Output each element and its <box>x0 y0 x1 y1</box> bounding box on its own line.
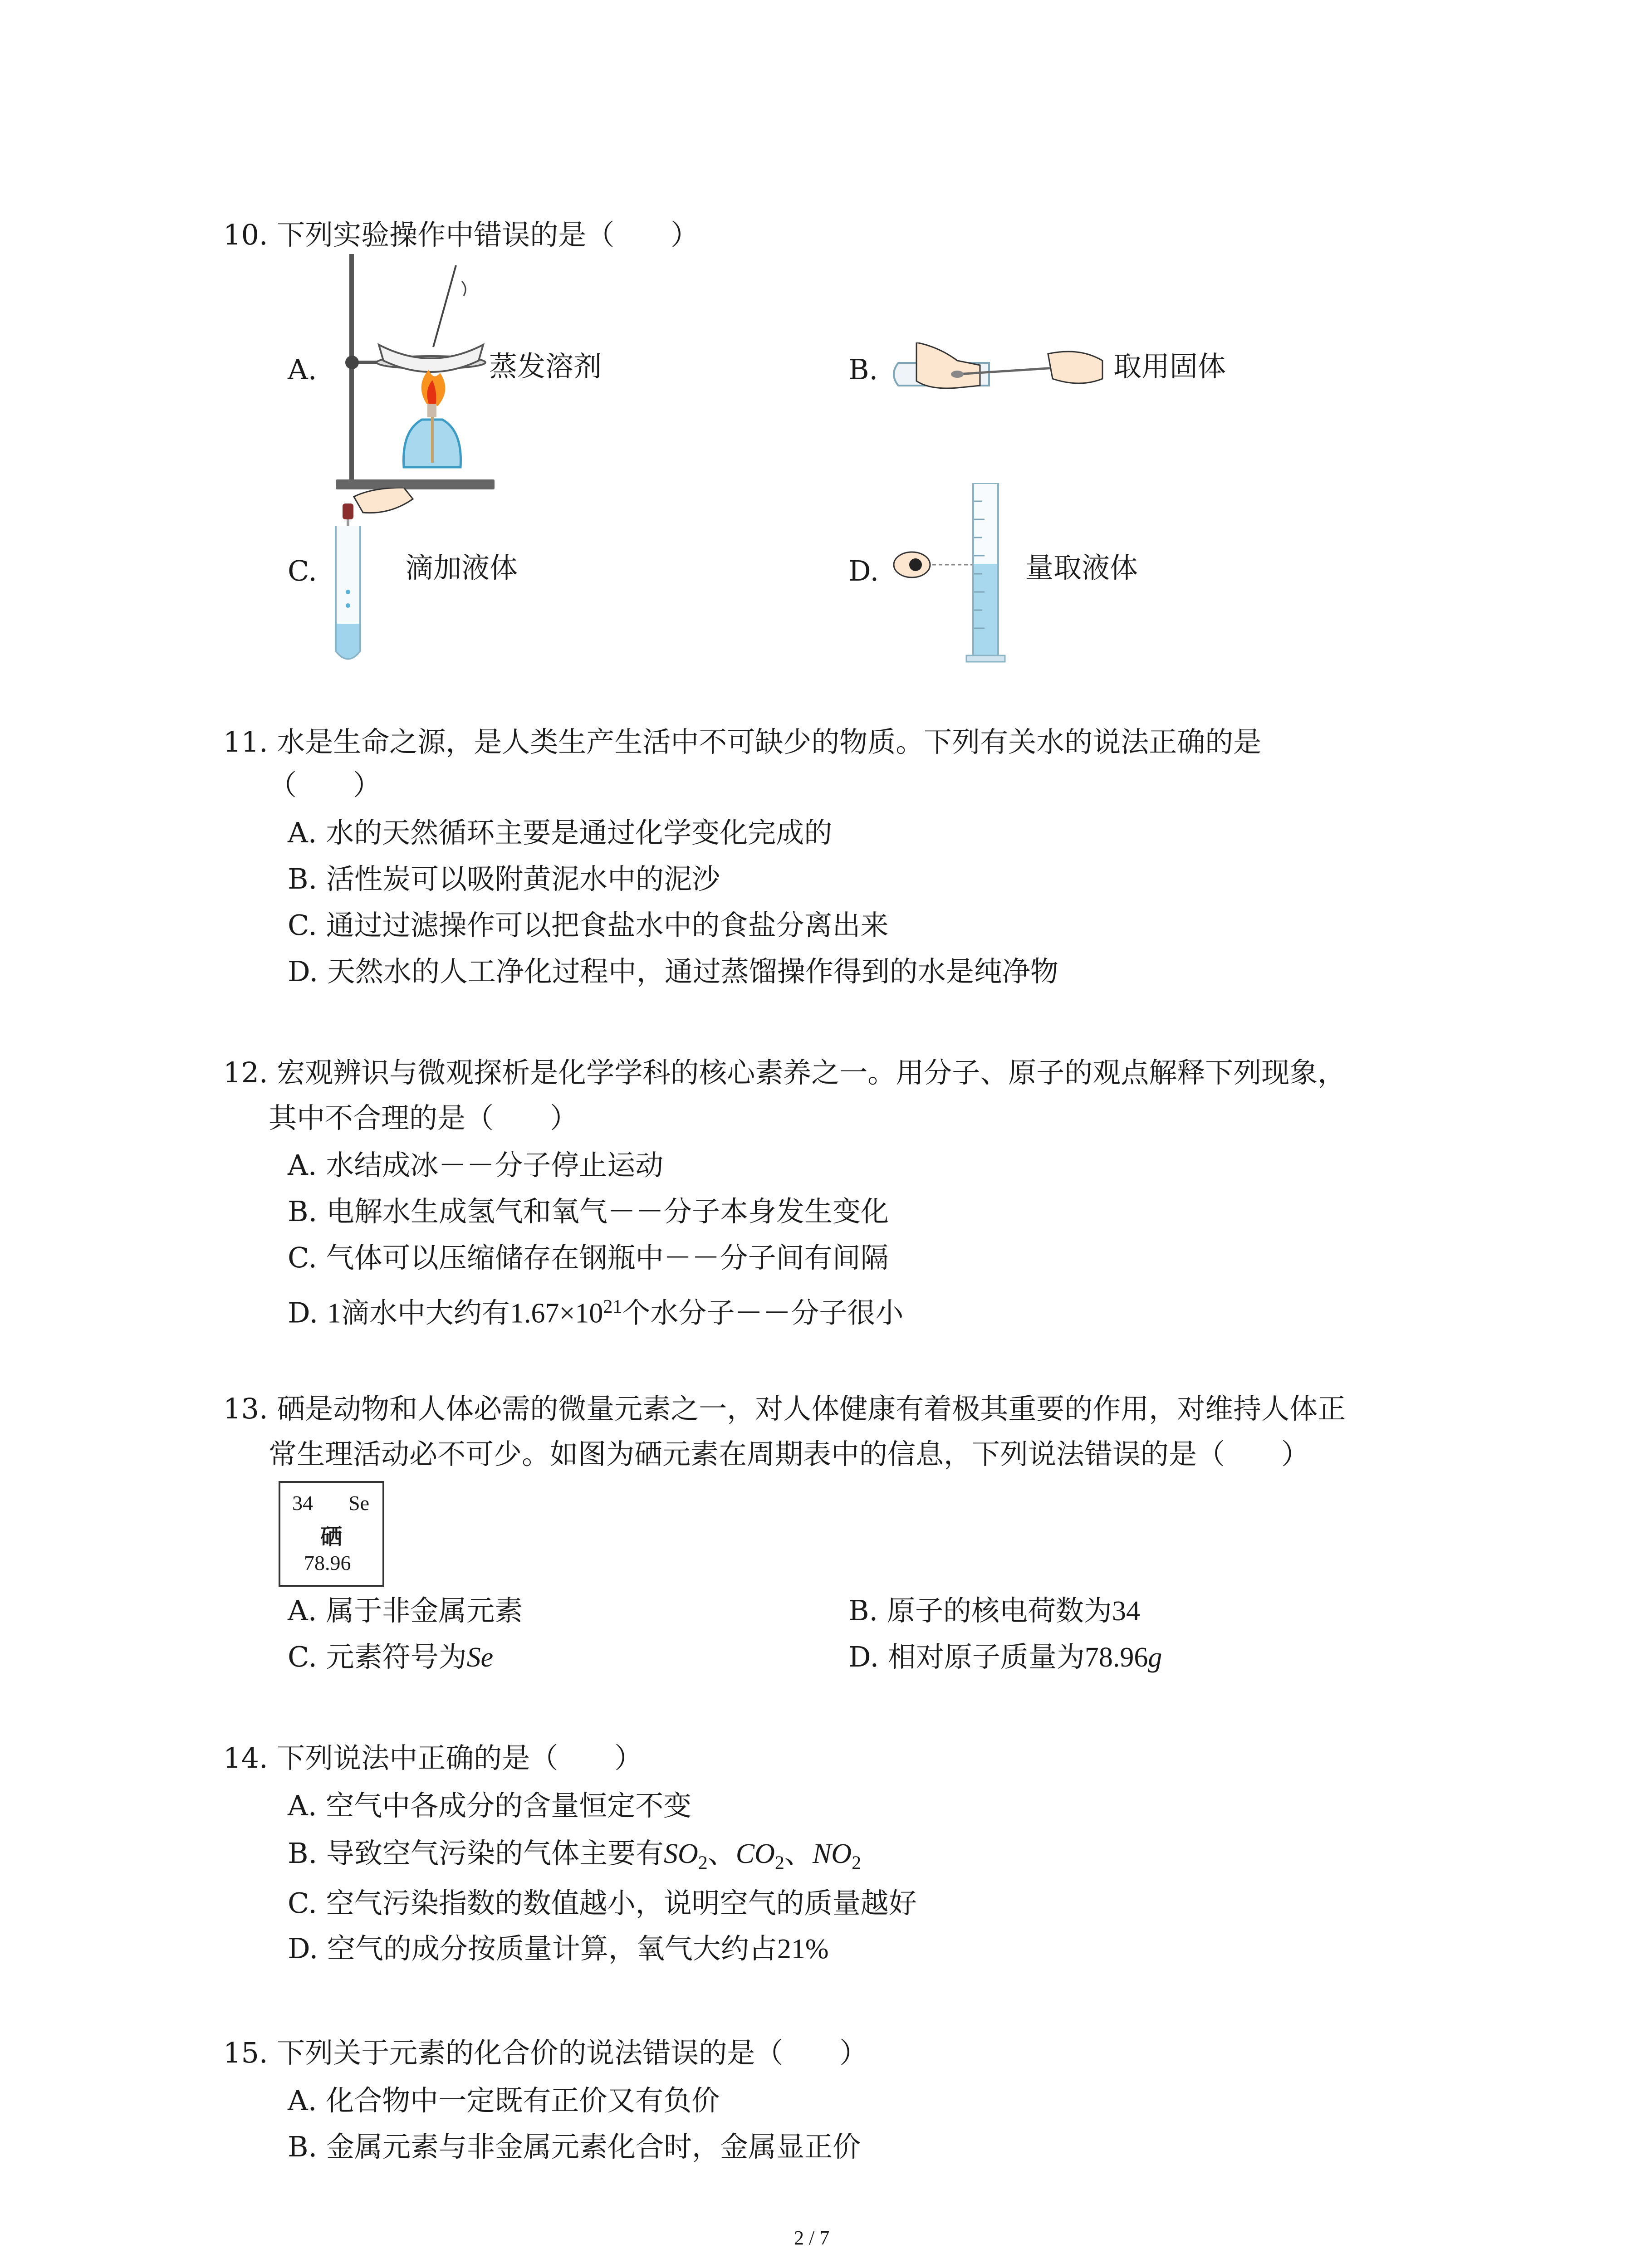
test-tube-solid-image <box>889 342 1116 397</box>
q11-option-d: D. 天然水的人工净化过程中，通过蒸馏操作得到的水是纯净物 <box>288 955 1058 988</box>
element-mass: 78.96 <box>304 1551 351 1574</box>
q11-option-a: A. 水的天然循环主要是通过化学变化完成的 <box>288 816 833 849</box>
q13-option-d-unit: g <box>1148 1642 1162 1673</box>
q13-option-c-symbol: Se <box>466 1642 494 1673</box>
evaporation-apparatus-image <box>336 254 499 490</box>
q12-option-c: C. 气体可以压缩储存在钢瓶中－－分子间有间隔 <box>288 1241 889 1274</box>
q14-option-b-text: B. 导致空气污染的气体主要有 <box>288 1837 664 1870</box>
q13-stem-line2: 常生理活动必不可少。如图为硒元素在周期表中的信息，下列说法错误的是（ ） <box>269 1437 1310 1471</box>
element-name: 硒 <box>320 1524 343 1549</box>
q12-option-a: A. 水结成冰－－分子停止运动 <box>288 1149 664 1182</box>
q13-option-b-value: 34 <box>1112 1596 1140 1627</box>
q10-option-d-letter: D. <box>848 554 879 587</box>
q14-option-d-text: D. 空气的成分按质量计算，氧气大约占 <box>288 1932 777 1965</box>
q11-stem-line1: 11. 水是生命之源，是人类生产生活中不可缺少的物质。下列有关水的说法正确的是 <box>223 725 1262 758</box>
element-number: 34 <box>292 1491 313 1515</box>
q13-option-b-text: B. 原子的核电荷数为 <box>848 1594 1112 1627</box>
q13-option-c <box>288 1640 494 1673</box>
q15-option-b: B. 金属元素与非金属元素化合时，金属显正价 <box>288 2130 861 2163</box>
q13-option-d-text: D. 相对原子质量为 <box>848 1640 1085 1673</box>
q10-option-d-caption: 量取液体 <box>1025 551 1138 584</box>
separator: 、 <box>707 1837 736 1870</box>
formula-so2: SO <box>663 1838 698 1869</box>
q13-option-d <box>848 1640 1162 1673</box>
q11-option-c: C. 通过过滤操作可以把食盐水中的食盐分离出来 <box>288 909 889 942</box>
q10-option-a-letter: A. <box>288 353 317 386</box>
q13-option-c-text: C. 元素符号为 <box>288 1640 467 1673</box>
q12-option-d-text2: 个水分子－－分子很小 <box>622 1296 904 1330</box>
q14-option-c: C. 空气污染指数的数值越小，说明空气的质量越好 <box>288 1887 917 1920</box>
formula-no2: NO <box>812 1838 852 1869</box>
formula-no2-sub: 2 <box>852 1853 862 1874</box>
q12-stem-line2: 其中不合理的是（ ） <box>269 1101 578 1134</box>
q10-option-b-caption: 取用固体 <box>1113 350 1226 383</box>
separator: 、 <box>784 1837 813 1870</box>
q15-option-a: A. 化合物中一定既有正价又有负价 <box>288 2084 720 2117</box>
measuring-cylinder-image <box>889 483 1025 665</box>
q12-option-d-num: 1 <box>327 1298 341 1329</box>
q10-option-b-letter: B. <box>848 353 878 386</box>
dropper-tube-image <box>327 488 417 665</box>
q12-option-d <box>288 1293 903 1328</box>
element-symbol: Se <box>348 1491 369 1515</box>
q12-option-d-prefix: D. <box>288 1296 327 1330</box>
q10-option-c-letter: C. <box>288 554 317 587</box>
q13-option-a <box>288 1594 523 1627</box>
q12-stem-line1: 12. 宏观辨识与微观探析是化学学科的核心素养之一。用分子、原子的观点解释下列现象， <box>223 1056 1346 1089</box>
q12-option-d-value: 1.67×10 <box>509 1298 603 1329</box>
q14-option-d <box>288 1932 829 1965</box>
q14-stem: 14. 下列说法中正确的是（ ） <box>223 1741 643 1774</box>
q13-option-a-text: A. 属于非金属元素 <box>288 1594 523 1627</box>
page-number: 2 / 7 <box>794 2227 830 2249</box>
q14-option-a: A. 空气中各成分的含量恒定不变 <box>288 1789 692 1822</box>
q10-stem: 10. 下列实验操作中错误的是（ ） <box>223 218 699 251</box>
q12-option-d-exponent: 21 <box>603 1296 622 1317</box>
q12-option-b: B. 电解水生成氢气和氧气－－分子本身发生变化 <box>288 1195 889 1228</box>
q10-option-c-caption: 滴加液体 <box>405 551 518 584</box>
q11-stem-line2: （ ） <box>269 768 382 802</box>
q13-stem-line1: 13. 硒是动物和人体必需的微量元素之一，对人体健康有着极其重要的作用，对维持人体正 <box>223 1392 1346 1425</box>
q14-option-b <box>288 1839 861 1877</box>
selenium-periodic-cell <box>279 1481 384 1587</box>
q14-option-d-value: 21% <box>777 1934 829 1965</box>
q13-option-b <box>848 1594 1140 1627</box>
formula-co2-sub: 2 <box>774 1853 784 1874</box>
formula-so2-sub: 2 <box>698 1853 708 1874</box>
q12-option-d-text1: 滴水中大约有 <box>341 1296 510 1330</box>
q11-option-b: B. 活性炭可以吸附黄泥水中的泥沙 <box>288 862 720 895</box>
q10-option-a-caption: 蒸发溶剂 <box>489 350 602 383</box>
q15-stem: 15. 下列关于元素的化合价的说法错误的是（ ） <box>223 2036 868 2069</box>
q13-option-d-value: 78.96 <box>1084 1642 1148 1673</box>
formula-co2: CO <box>735 1838 775 1869</box>
